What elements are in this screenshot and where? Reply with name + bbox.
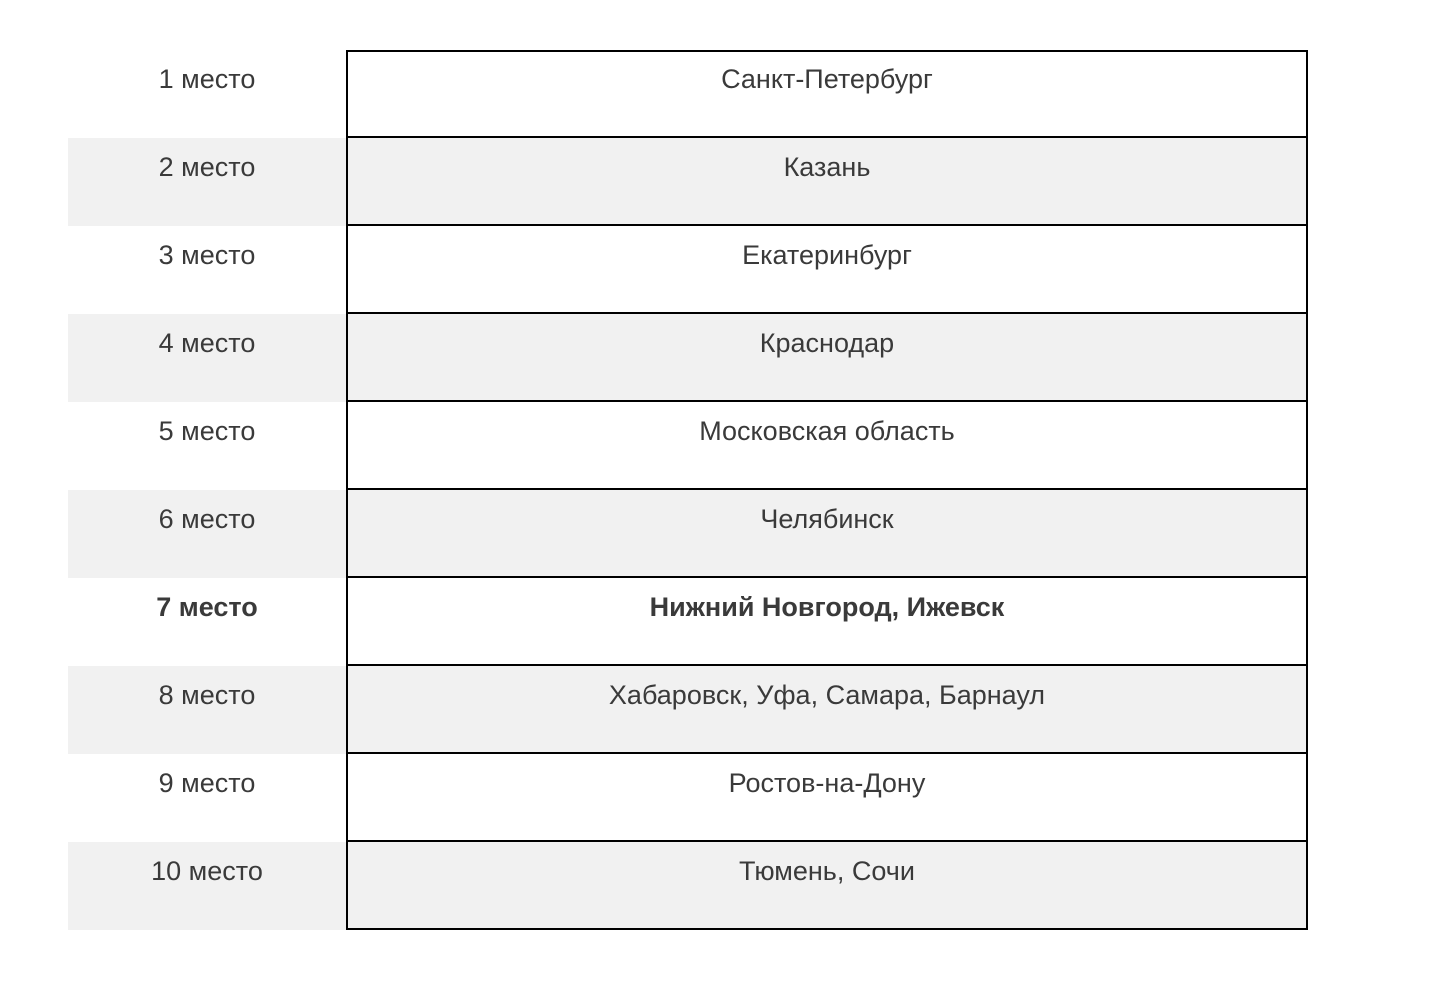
table-row [68, 754, 1308, 842]
city-cell: Краснодар [346, 314, 1308, 402]
place-cell: 10 место [68, 842, 346, 930]
table-row [68, 842, 1308, 930]
place-cell: 6 место [68, 490, 346, 578]
table-row [68, 314, 1308, 402]
table-row [68, 402, 1308, 490]
place-cell: 8 место [68, 666, 346, 754]
place-cell: 2 место [68, 138, 346, 226]
city-cell: Тюмень, Сочи [346, 842, 1308, 930]
place-cell: 5 место [68, 402, 346, 490]
city-cell: Хабаровск, Уфа, Самара, Барнаул [346, 666, 1308, 754]
table-row [68, 666, 1308, 754]
city-cell: Нижний Новгород, Ижевск [346, 578, 1308, 666]
city-cell: Екатеринбург [346, 226, 1308, 314]
place-cell: 1 место [68, 50, 346, 138]
ranking-table [68, 50, 1308, 930]
place-cell: 3 место [68, 226, 346, 314]
table-row [68, 226, 1308, 314]
table-row [68, 138, 1308, 226]
table-row [68, 490, 1308, 578]
place-cell: 9 место [68, 754, 346, 842]
table-row-highlighted [68, 578, 1308, 666]
table-row [68, 50, 1308, 138]
city-cell: Ростов-на-Дону [346, 754, 1308, 842]
place-cell: 7 место [68, 578, 346, 666]
city-cell: Челябинск [346, 490, 1308, 578]
city-cell: Казань [346, 138, 1308, 226]
city-cell: Московская область [346, 402, 1308, 490]
city-cell: Санкт-Петербург [346, 50, 1308, 138]
place-cell: 4 место [68, 314, 346, 402]
